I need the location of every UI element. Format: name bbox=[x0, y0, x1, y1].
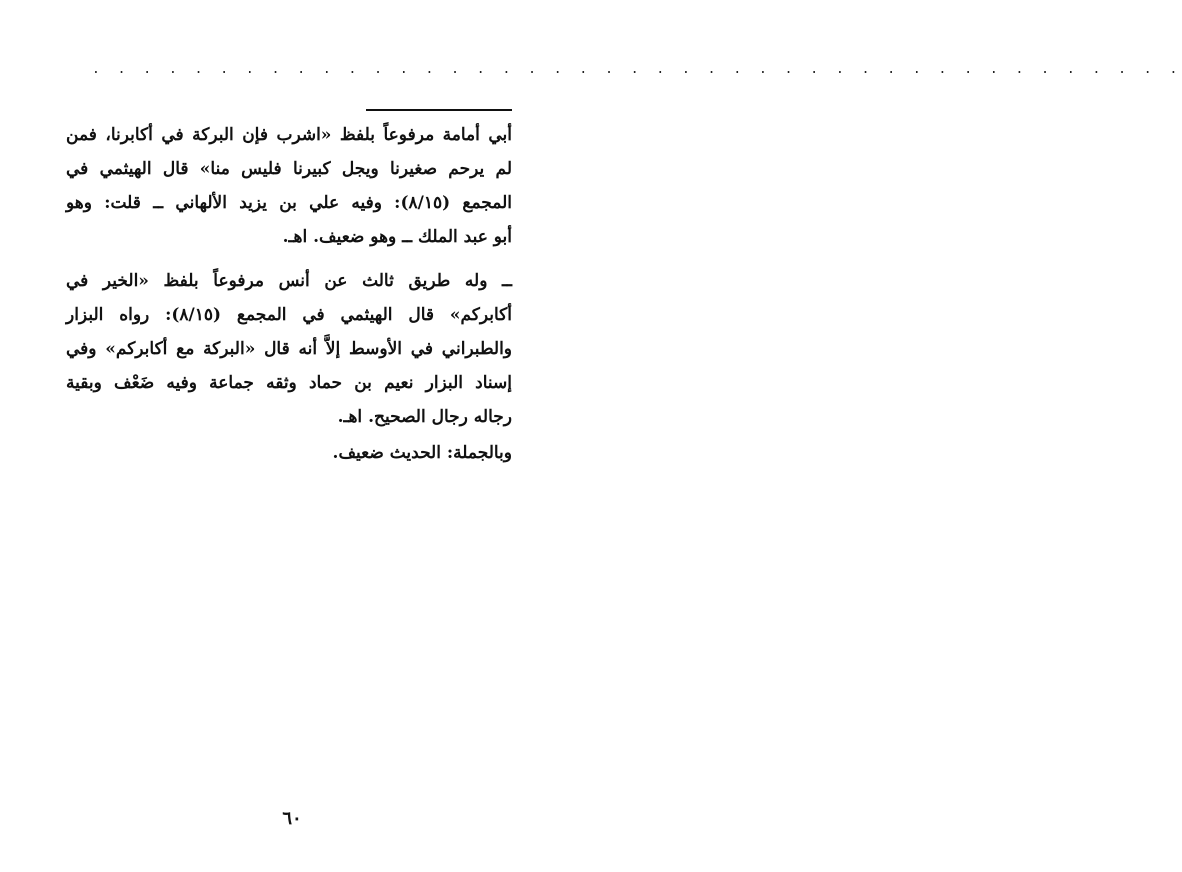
dotted-separator: . . . . . . . . . . . . . . . . . . . . . . . . . . . . . . . . . . . . . . . . . . . bbox=[92, 62, 1182, 77]
text-line: والطبراني في الأوسط إلاَّ أنه قال «البركة مع أكابركم» وفي bbox=[66, 339, 512, 359]
text-line: إسناد البزار نعيم بن حماد وثقه جماعة وفيه ضَعْف وبقية bbox=[66, 373, 512, 393]
footnote-text bbox=[66, 118, 512, 470]
text-line: أكابركم» قال الهيثمي في المجمع (٨/١٥): رواه البزار bbox=[66, 305, 512, 325]
paragraph-3 bbox=[66, 436, 512, 470]
text-line: لم يرحم صغيرنا ويجل كبيرنا فليس منا» قال الهيثمي في bbox=[66, 159, 512, 179]
text-line: وبالجملة: الحديث ضعيف. bbox=[332, 443, 512, 463]
text-line: أبي أمامة مرفوعاً بلفظ «اشرب فإن البركة في أكابرنا، فمن bbox=[66, 125, 512, 145]
text-line: ــ وله طريق ثالث عن أنس مرفوعاً بلفظ «الخير في bbox=[66, 271, 512, 291]
footnote-rule bbox=[366, 109, 512, 111]
text-line: المجمع (٨/١٥): وفيه علي بن يزيد الألهاني ــ قلت: وهو bbox=[66, 193, 513, 213]
text-line: رجاله رجال الصحيح. اهـ. bbox=[337, 407, 512, 427]
page-number: ٦٠ bbox=[282, 808, 302, 829]
text-line: أبو عبد الملك ــ وهو ضعيف. اهـ. bbox=[282, 227, 512, 247]
paragraph-1 bbox=[66, 118, 512, 254]
paragraph-2 bbox=[66, 264, 512, 434]
